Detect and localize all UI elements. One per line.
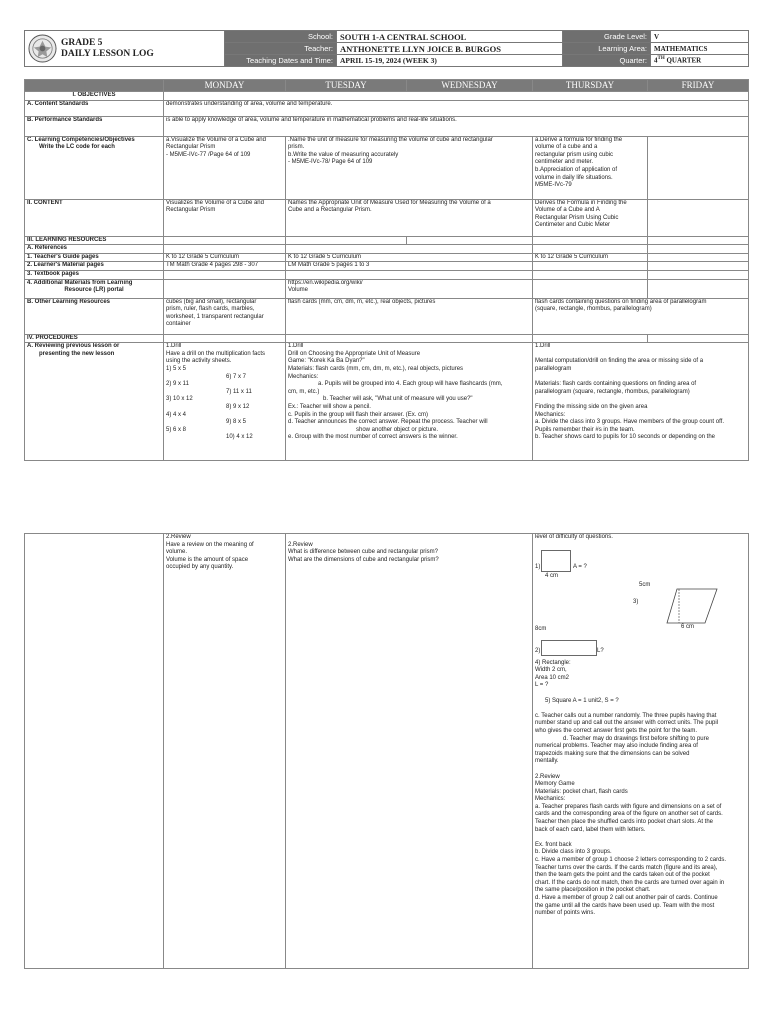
- rectangle-figure: [541, 640, 597, 656]
- learners-material-tuesday: LM Math Grade 5 pages 1 to 3: [286, 262, 533, 271]
- learning-resources-heading: III. LEARNING RESOURCES: [25, 236, 164, 245]
- grade-level-value: V: [651, 31, 749, 43]
- other-resources-thursday: flash cards containing questions on finding area of parallelogram (square, rectangle, rhombus, parallelogram): [533, 298, 749, 334]
- drill-monday: 1.Drill Have a drill on the multiplication facts using the activity sheets. 1) 5 x 5 6) 7 x 7 2) 9 x 11 7) 11 x 11 3) 10 x 12 8) 9 x 12 4) 4 x 4 9) 8 x 5 5) 6 x 8 10) 4 x 12: [164, 343, 286, 461]
- other-resources-monday: cubes (big and small), rectangular prism, ruler, flash cards, marbles, worksheet, 1 transparent rectangular container: [164, 298, 286, 334]
- quarter-value: 4TH QUARTER: [651, 55, 749, 67]
- learners-material-label: 2. Learner's Material pages: [25, 262, 164, 271]
- additional-materials-tuesday: https://en.wikipedia.org/wiki/ Volume: [286, 279, 533, 298]
- q2-number: 2): [535, 647, 541, 654]
- quarter-label: Quarter:: [563, 55, 651, 67]
- q3-side-dimension: 6 cm: [681, 623, 695, 630]
- day-thursday: THURSDAY: [533, 80, 648, 92]
- q1-dimension: 4 cm: [545, 572, 559, 579]
- competencies-monday: a.Visualize the Volume of a Cube and Rectangular Prism - M5ME-IVc-77 /Page 64 of 109: [164, 136, 286, 199]
- competencies-thursday: a.Derive a formula for finding the volume of a cube and a rectangular prism using cubic centimeter and meter. b.Appreciation of application of volume in daily life situations. M5ME-IVc-79: [533, 136, 648, 199]
- review-thursday: level of difficulty of questions. 1) A = ? 4 cm 5cm 3) 6 cm 8cm 2) L? 4) Rectangle: Width 2 cm, Area 10 cm2 L = ? 5) Square A = 1 unit2, S = ? c. Teacher calls out a number randomly. The three pupils having that number stand up and call out the answer with correct units. The pupil who gives the correct answer first gets the point for the team. d. Teacher may do drawings first before shifting to pure numerical problems. Teacher may also include finding area of trapezoids making sure that the dimensions can be solved mentally. 2.Review Memory Game Materials: pocket chart, flash cards Mechanics: a. Teacher prepares flash cards with figure and dimensions on a set of cards and the corresponding area of the figure on another set of cards. Teacher then place the shuffled cards into pocket chart slots. At the back of each card, label them with letters. Ex. front back b. Divide class into 3 groups. c. Have a member of group 1 choose 2 letters corresponding to 2 cards. Teacher turns over the cards. If the cards match (figure and its area), then the team gets the point and the cards taken out of the pocket chart. If the cards do not match, then the cards are turned over again in the same place/position in the pocket chart. d. Have a member of group 2 call out another pair of cards. Continue the game until all the cards have been used up. Team with the most number of points wins.: [533, 534, 749, 969]
- header-table: [24, 30, 749, 67]
- q1-area: A = ?: [573, 563, 587, 570]
- grade-level-label: Grade Level:: [563, 31, 651, 43]
- day-header-row: [25, 80, 749, 92]
- day-wednesday: WEDNESDAY: [407, 80, 533, 92]
- title-block: [25, 31, 225, 67]
- dates-value: APRIL 15-19, 2024 (WEEK 3): [337, 55, 563, 67]
- teachers-guide-label: 1. Teacher's Guide pages: [25, 253, 164, 262]
- teacher-value: ANTHONETTE LLYN JOICE B. BURGOS: [337, 43, 563, 55]
- parallelogram-figure: [665, 587, 720, 625]
- other-resources-label: B. Other Learning Resources: [25, 298, 164, 334]
- performance-standards-label: B. Performance Standards: [25, 116, 164, 136]
- day-friday: FRIDAY: [648, 80, 749, 92]
- content-label: II. CONTENT: [25, 199, 164, 236]
- area-figures: [535, 542, 746, 660]
- learning-area-label: Learning Area:: [563, 43, 651, 55]
- q1-number: 1): [535, 563, 541, 570]
- dates-label: Teaching Dates and Time:: [225, 55, 337, 67]
- performance-standards-text: is able to apply knowledge of area, volume and temperature in mathematical problems and real-life situations.: [164, 116, 749, 136]
- review-tuesday: 2.Review What is difference between cube and rectangular prism? What are the dimensions of cube and rectangular prism?: [286, 534, 533, 969]
- competencies-tuesday: .Name the unit of measure for measuring the volume of cube and rectangular prism. b.Write the value of measuring accurately - M5ME-IVc-78/ Page 64 of 109: [286, 136, 533, 199]
- day-monday: MONDAY: [164, 80, 286, 92]
- additional-materials-label: 4. Additional Materials from Learning Resource (LR) portal: [25, 279, 164, 298]
- teachers-guide-monday: K to 12 Grade 5 Curriculum: [164, 253, 286, 262]
- lesson-log-table-page2: [24, 533, 749, 969]
- content-standards-text: demonstrates understanding of area, volume and temperature.: [164, 100, 749, 116]
- square-figure: [541, 550, 571, 572]
- day-header-blank: [25, 80, 164, 92]
- grade-title: GRADE 5: [61, 37, 103, 48]
- drill-tuesday: 1.Drill Drill on Choosing the Appropriate Unit of Measure Game: "Korek Ka Ba Dyan?" Materials: flash cards (mm, cm, dm, m, etc.), real objects, pictures Mechanics: a. Pupils will be grouped into 4. Each group will have flashcards (mm, cm, m, etc.) b. Teacher will ask, "What unit of measure will you use?" Ex.: Teacher will show a pencil. c. Pupils in the group will flash their answer. (Ex. cm) d. Teacher announces the correct answer. Repeat the process. Teacher will show another object or picture. e. Group with the most number of correct answers is the winner.: [286, 343, 533, 461]
- procedures-heading: IV. PROCEDURES: [25, 334, 164, 343]
- deped-seal-icon: [28, 34, 57, 63]
- competencies-label: C. Learning Competencies/Objectives Write the LC code for each: [25, 136, 164, 199]
- other-resources-tuesday: flash cards (mm, cm, dm, m, etc.), real objects, pictures: [286, 298, 533, 334]
- learning-area-value: MATHEMATICS: [651, 43, 749, 55]
- content-standards-label: A. Content Standards: [25, 100, 164, 116]
- q3-number: 3): [633, 598, 639, 605]
- lesson-log-table: [24, 79, 749, 461]
- dll-title: DAILY LESSON LOG: [61, 48, 154, 59]
- content-monday: Visualizes the Volume of a Cube and Rectangular Prism: [164, 199, 286, 236]
- objectives-heading: I. OBJECTIVES: [25, 92, 164, 101]
- content-tuesday: Names the Appropriate Unit of Measure Used for Measuring the Volume of a Cube and a Rectangular Prism.: [286, 199, 533, 236]
- school-value: SOUTH 1-A CENTRAL SCHOOL: [337, 31, 563, 43]
- review-monday: 2.Review Have a review on the meaning of volume. Volume is the amount of space occupied by any quantity.: [164, 534, 286, 969]
- page2-label-column: [25, 534, 164, 969]
- teachers-guide-thursday: K to 12 Grade 5 Curriculum: [533, 253, 648, 262]
- q3-top-dimension: 5cm: [639, 581, 651, 588]
- teacher-label: Teacher:: [225, 43, 337, 55]
- drill-thursday: 1.Drill Mental computation/drill on finding the area or missing side of a parallelogram Materials: flash cards containing questions on finding area of parallelogram (square, rectangle, rhombus, parallelogram) Finding the missing side on the given area Mechanics: a. Divide the class into 3 groups. Have members of the group count off. Pupils remember their #s in the team. b. Teacher shows card to pupils for 10 seconds or depending on the: [533, 343, 749, 461]
- school-label: School:: [225, 31, 337, 43]
- day-tuesday: TUESDAY: [286, 80, 407, 92]
- textbook-pages-label: 3. Textbook pages: [25, 270, 164, 279]
- teachers-guide-tuesday: K to 12 Grade 5 Curriculum: [286, 253, 533, 262]
- reviewing-lesson-label: A. Reviewing previous lesson or presenting the new lesson: [25, 343, 164, 461]
- learners-material-monday: TM Math Grade 4 pages 298 - 307: [164, 262, 286, 271]
- q2-dimension: 8cm: [535, 625, 547, 632]
- content-thursday: Derives the Formula in Finding the Volume of a Cube and A Rectangular Prism Using Cubic Centimeter and Cubic Meter: [533, 199, 648, 236]
- references-label: A. References: [25, 245, 164, 254]
- q2-length: L?: [597, 647, 604, 654]
